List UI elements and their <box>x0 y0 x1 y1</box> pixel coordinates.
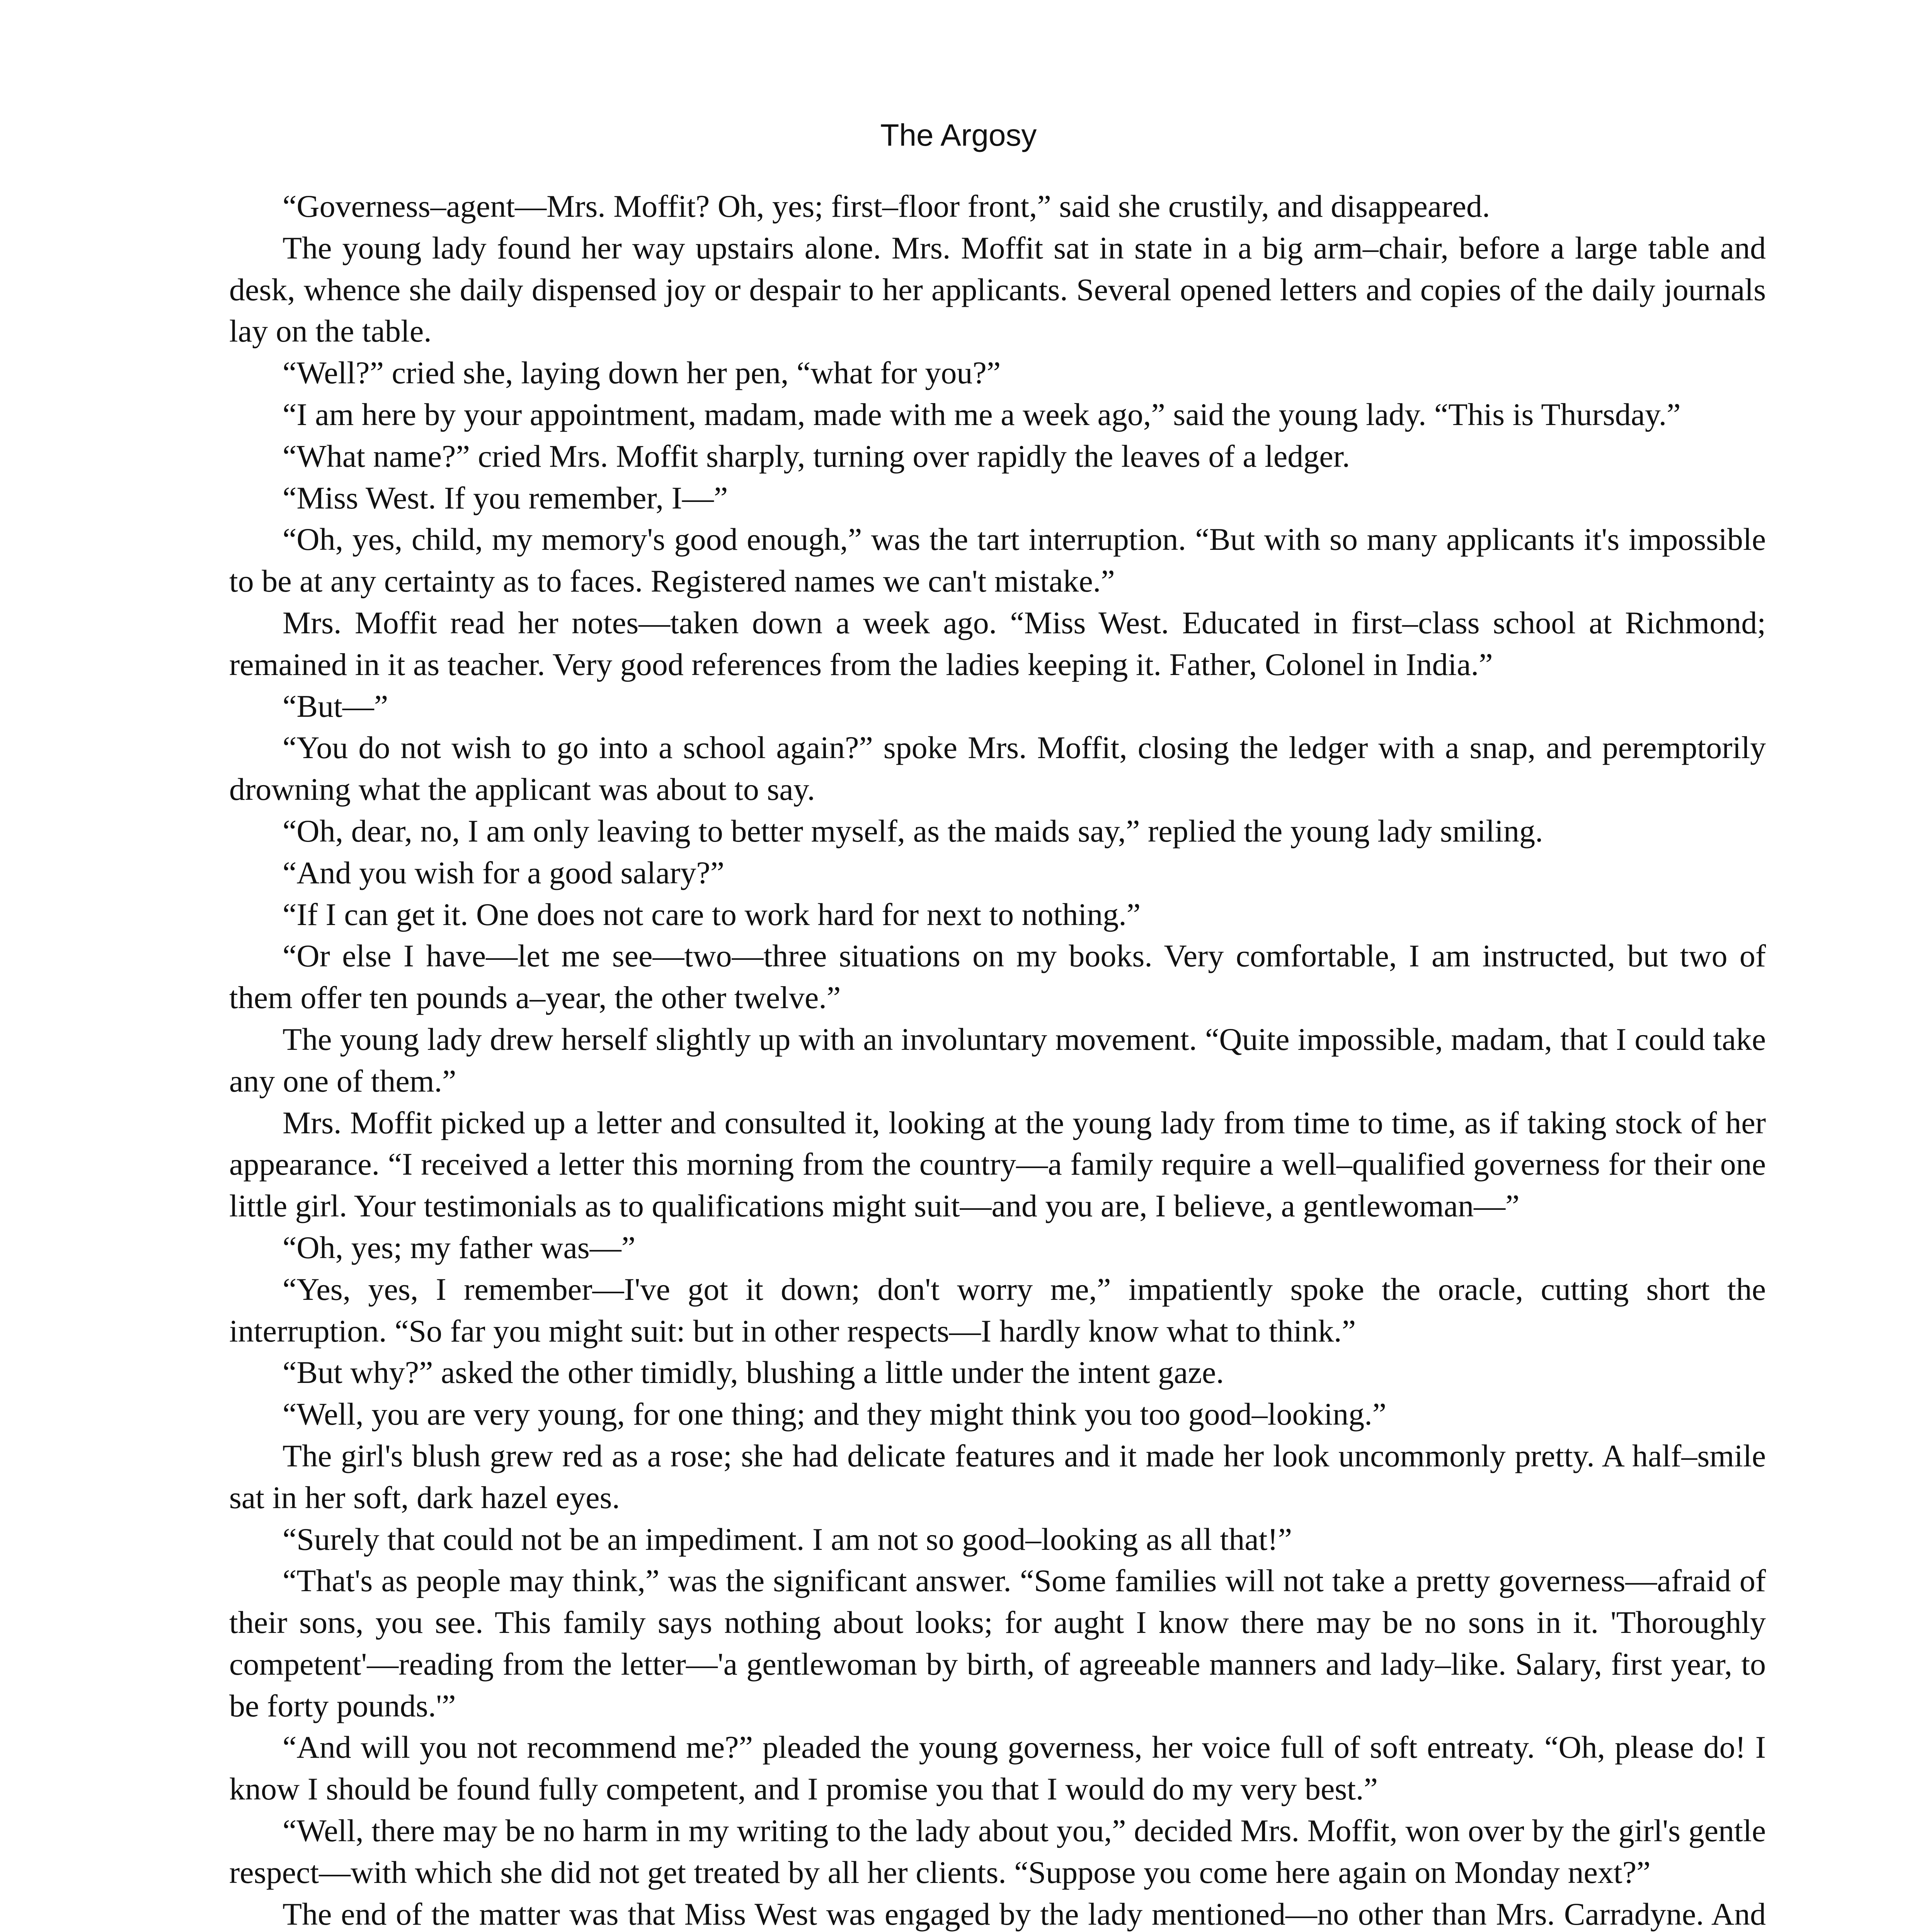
paragraph: “Surely that could not be an impediment. I am not so good–looking as all that!” <box>283 1521 1292 1557</box>
paragraph: “Or else I have—let me see—two—three situations on my books. Very comfortable, I am instructed, but two of them offer ten pounds a–year, the other twelve.” <box>229 938 1766 1015</box>
paragraph: The young lady drew herself slightly up with an involuntary movement. “Quite impossible, madam, that I could take any one of them.” <box>229 1021 1766 1099</box>
paragraph: “You do not wish to go into a school again?” spoke Mrs. Moffit, closing the ledger with a snap, and peremptorily drowning what the applicant was about to say. <box>229 730 1766 807</box>
paragraph: “Yes, yes, I remember—I've got it down; don't worry me,” impatiently spoke the oracle, cutting short the interruption. “So far you might suit: but in other respects—I hardly know what to think.” <box>229 1271 1766 1349</box>
paragraph: “Well?” cried she, laying down her pen, “what for you?” <box>283 355 1001 391</box>
paragraph: “What name?” cried Mrs. Moffit sharply, turning over rapidly the leaves of a ledger. <box>283 438 1350 474</box>
paragraph: “If I can get it. One does not care to work hard for next to nothing.” <box>283 896 1141 932</box>
page-header: The Argosy <box>880 118 1037 152</box>
paragraph: “Oh, yes; my father was—” <box>283 1230 636 1265</box>
paragraph: “Governess–agent—Mrs. Moffit? Oh, yes; first–floor front,” said she crustily, and disappeared. <box>283 189 1490 224</box>
paragraph: “I am here by your appointment, madam, made with me a week ago,” said the young lady. “This is Thursday.” <box>283 396 1681 432</box>
paragraph: Mrs. Moffit read her notes—taken down a week ago. “Miss West. Educated in first–class school at Richmond; remained in it as teacher. Very good references from the ladies keeping it. Father, Colonel in India.” <box>229 605 1766 682</box>
paragraph: “Oh, yes, child, my memory's good enough,” was the tart interruption. “But with so many applicants it's impossible to be at any certainty as to faces. Registered names we can't mistake.” <box>229 522 1766 599</box>
paragraph: “But—” <box>283 688 388 724</box>
paragraph: “Oh, dear, no, I am only leaving to better myself, as the maids say,” replied the young lady smiling. <box>283 813 1543 849</box>
paragraph: “Miss West. If you remember, I—” <box>283 480 728 515</box>
paragraph: “And you wish for a good salary?” <box>283 855 725 890</box>
paragraph: The young lady found her way upstairs alone. Mrs. Moffit sat in state in a big arm–chair, before a large table and desk, whence she daily dispensed joy or despair to her applicants. Several opened letters and copies of the daily journals lay on the table. <box>229 230 1766 349</box>
paragraph: “Well, there may be no harm in my writing to the lady about you,” decided Mrs. Moffit, won over by the girl's gentle respect—with which she did not get treated by all her clients. “Suppose you come here again on Monday next?” <box>229 1813 1766 1890</box>
paragraph: The end of the matter was that Miss West was engaged by the lady mentioned—no other than Mrs. Carradyne. And <box>283 1896 1766 1932</box>
paragraph: “That's as people may think,” was the significant answer. “Some families will not take a pretty governess—afraid of their sons, you see. This family says nothing about looks; for aught I know there may be no sons in it. 'Thoroughly competent'—reading from the letter—'a gentlewoman by birth, of agreeable manners and lady–like. Salary, first year, to be forty pounds.'” <box>229 1563 1766 1723</box>
page-body <box>229 185 1766 1932</box>
paragraph: “And will you not recommend me?” pleaded the young governess, her voice full of soft entreaty. “Oh, please do! I know I should be found fully competent, and I promise you that I would do my very best.” <box>229 1730 1766 1807</box>
paragraph: Mrs. Moffit picked up a letter and consulted it, looking at the young lady from time to time, as if taking stock of her appearance. “I received a letter this morning from the country—a family require a well–qualified governess for their one little girl. Your testimonials as to qualifications might suit—and you are, I believe, a gentlewoman—” <box>229 1105 1766 1224</box>
paragraph: “Well, you are very young, for one thing; and they might think you too good–looking.” <box>283 1396 1387 1432</box>
paragraph: The girl's blush grew red as a rose; she had delicate features and it made her look uncommonly pretty. A half–smile sat in her soft, dark hazel eyes. <box>229 1438 1766 1515</box>
paragraph: “But why?” asked the other timidly, blushing a little under the intent gaze. <box>283 1355 1224 1390</box>
